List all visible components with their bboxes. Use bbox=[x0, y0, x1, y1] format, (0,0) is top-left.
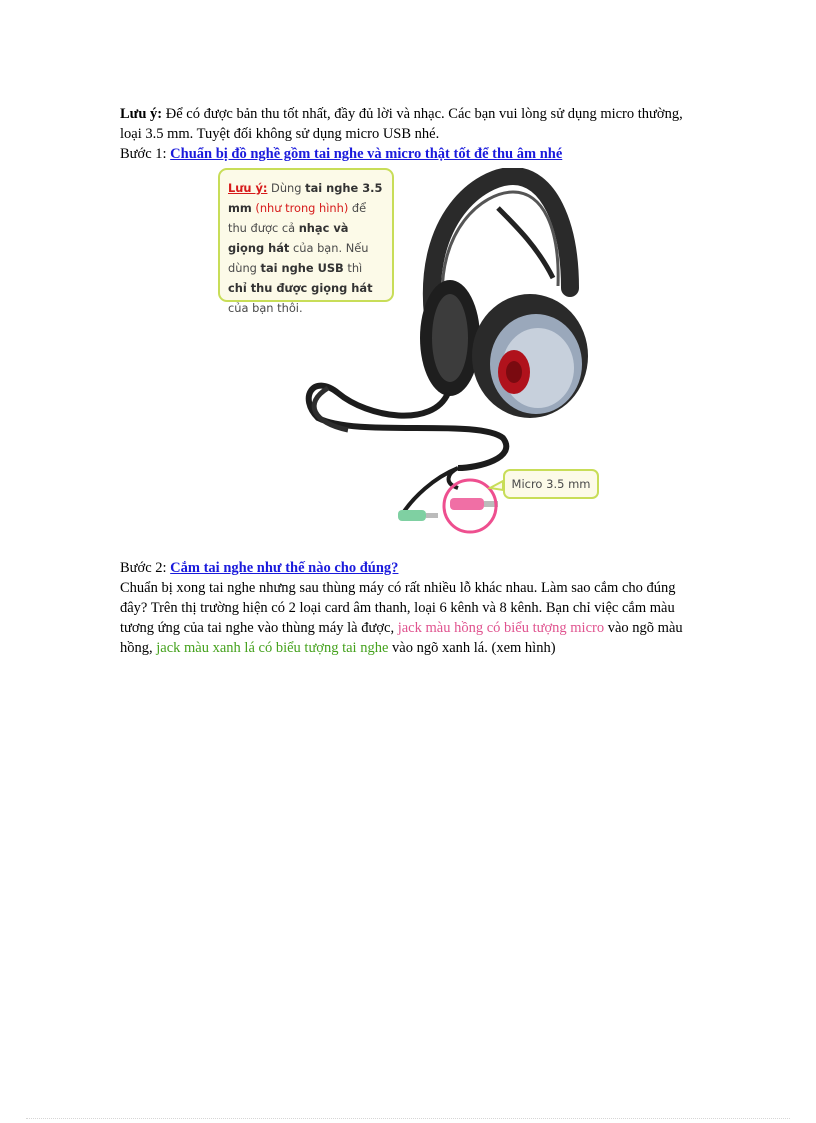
step1-link[interactable]: Chuẩn bị đồ nghề gồm tai nghe và micro thật tốt để thu âm nhé bbox=[170, 146, 563, 162]
callout-note bbox=[218, 168, 394, 315]
step2-prefix: Bước 2: bbox=[120, 560, 171, 576]
headset-figure bbox=[218, 168, 608, 540]
callout-text-3: để thu được cả bbox=[228, 201, 367, 235]
callout-red: (như trong hình) bbox=[255, 201, 349, 215]
callout-bold-3: tai nghe USB bbox=[260, 261, 344, 275]
callout-bold-2: nhạc và giọng hát bbox=[228, 221, 349, 255]
note-label: Lưu ý: bbox=[120, 106, 163, 122]
mic-label: Micro 3.5 mm bbox=[503, 469, 599, 499]
note-text: Để có được bản thu tốt nhất, đầy đủ lời và nhạc. Các bạn vui lòng sử dụng micro thường, loại 3.5 mm. Tuyệt đối không sử dụng micro USB nhé. bbox=[120, 106, 683, 142]
callout-text-1: Dùng bbox=[267, 181, 306, 195]
page-bottom-rule bbox=[26, 1118, 790, 1119]
note-paragraph bbox=[120, 104, 700, 144]
callout-text-4: của bạn. Nếu dùng bbox=[228, 241, 369, 275]
green-jack-text: jack màu xanh lá có biểu tượng tai nghe bbox=[156, 640, 389, 656]
step2-heading bbox=[120, 558, 700, 578]
pink-jack-text: jack màu hồng có biểu tượng micro bbox=[397, 620, 605, 636]
step1-prefix: Bước 1: bbox=[120, 146, 171, 162]
step2-body-3: vào ngõ xanh lá. (xem hình) bbox=[388, 640, 556, 656]
callout-label: Lưu ý: bbox=[228, 181, 268, 195]
callout-text-5: thì bbox=[343, 261, 363, 275]
step2-paragraph bbox=[120, 578, 700, 658]
callout-bold-1: tai nghe 3.5 mm bbox=[228, 181, 383, 215]
callout-text-6: của bạn thôi. bbox=[228, 301, 303, 315]
step2-body-2: vào ngõ màu hồng, bbox=[120, 620, 683, 656]
step1-heading bbox=[120, 144, 700, 164]
step2-body-1: Chuẩn bị xong tai nghe nhưng sau thùng máy có rất nhiều lỗ khác nhau. Làm sao cắm cho đúng đây? Trên thị trường hiện có 2 loại card âm thanh, loại 6 kênh và 8 kênh. Bạn chỉ việc cắm màu tương ứng của tai nghe vào thùng máy là được, bbox=[120, 580, 676, 636]
step2-link[interactable]: Cắm tai nghe như thế nào cho đúng? bbox=[170, 560, 399, 576]
callout-bold-4: chỉ thu được giọng hát bbox=[228, 281, 373, 295]
